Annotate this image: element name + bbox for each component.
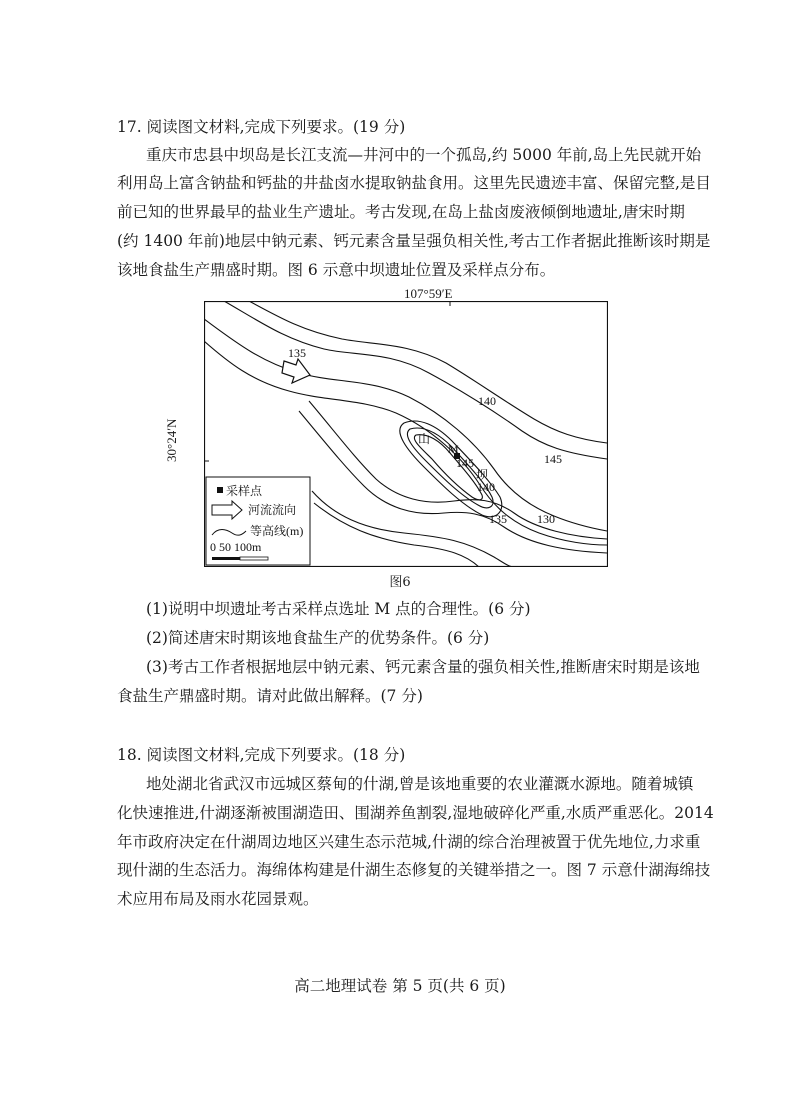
contour-label-135-top: 135 (288, 346, 306, 360)
contour-label-130: 130 (537, 512, 555, 526)
contour-label-135-bottom: 135 (489, 512, 507, 526)
q18-text-line-2: 化快速推进,什湖逐渐被围湖造田、围湖养鱼割裂,湿地破碎化严重,水质严重恶化。2014 (117, 804, 714, 822)
q18-text-line-3: 年市政府决定在什湖周边地区兴建生态示范城,什湖的综合治理被置于优先地位,力求重 (117, 833, 701, 851)
q18-text-line-5: 术应用布局及雨水花园景观。 (117, 890, 319, 908)
legend-contour-label: 等高线(m) (250, 524, 304, 538)
legend-sample-point-icon (217, 487, 223, 493)
contour-label-140-center: 140 (477, 480, 495, 494)
legend-sample-point-label: 采样点 (226, 484, 263, 498)
q17-text-line-1: 重庆市忠县中坝岛是长江支流—井河中的一个孤岛,约 5000 年前,岛上先民就开始 (146, 146, 702, 164)
legend-river-direction-label: 河流流向 (248, 503, 297, 517)
q17-subquestion-1: (1)说明中坝遗址考古采样点选址 M 点的合理性。(6 分) (146, 600, 531, 618)
figure-caption: 图6 (389, 575, 411, 590)
contour-label-140-top: 140 (478, 394, 496, 408)
contour-label-145-center: 145 (456, 456, 474, 470)
scale-bar-dark (212, 557, 240, 560)
q18-text-line-4: 现什湖的生态活力。海绵体构建是什湖生态修复的关键举措之一。图 7 示意什湖海绵技 (117, 861, 711, 879)
longitude-label: 107°59′E (404, 286, 453, 301)
q17-text-line-3: 前已知的世界最早的盐业生产遗址。考古发现,在岛上盐卤废液倾倒地遗址,唐宋时期 (117, 203, 685, 221)
island-label-shan: 山 (418, 432, 431, 446)
legend-scale-label: 0 50 100m (210, 540, 262, 554)
sample-point-m-label: M (448, 442, 459, 456)
page-footer: 高二地理试卷 第 5 页(共 6 页) (294, 977, 506, 995)
q17-text-line-2: 利用岛上富含钠盐和钙盐的井盐卤水提取钠盐食用。这里先民遗迹丰富、保留完整,是目 (117, 174, 711, 192)
q17-text-line-5: 该地食盐生产鼎盛时期。图 6 示意中坝遗址位置及采样点分布。 (117, 261, 556, 279)
latitude-label: 30°24′N (164, 418, 179, 462)
q17-text-line-4: (约 1400 年前)地层中钠元素、钙元素含量呈强负相关性,考古工作者据此推断该时期是 (117, 232, 711, 250)
scale-bar-light (240, 557, 268, 560)
contour-map-figure (204, 301, 608, 567)
q18-text-line-1: 地处湖北省武汉市远城区蔡甸的什湖,曾是该地重要的农业灌溉水源地。随着城镇 (146, 775, 694, 793)
contour-label-145-right: 145 (544, 452, 562, 466)
question-18-header: 18. 阅读图文材料,完成下列要求。(18 分) (117, 746, 406, 764)
q17-subquestion-3: (3)考古工作者根据地层中钠元素、钙元素含量的强负相关性,推断唐宋时期是该地 (146, 658, 700, 676)
question-17-header: 17. 阅读图文材料,完成下列要求。(19 分) (117, 118, 406, 136)
island-label-ba: 坝 (476, 468, 489, 482)
q17-subquestion-3-cont: 食盐生产鼎盛时期。请对此做出解释。(7 分) (117, 687, 423, 705)
q17-subquestion-2: (2)简述唐宋时期该地食盐生产的优势条件。(6 分) (146, 629, 490, 647)
